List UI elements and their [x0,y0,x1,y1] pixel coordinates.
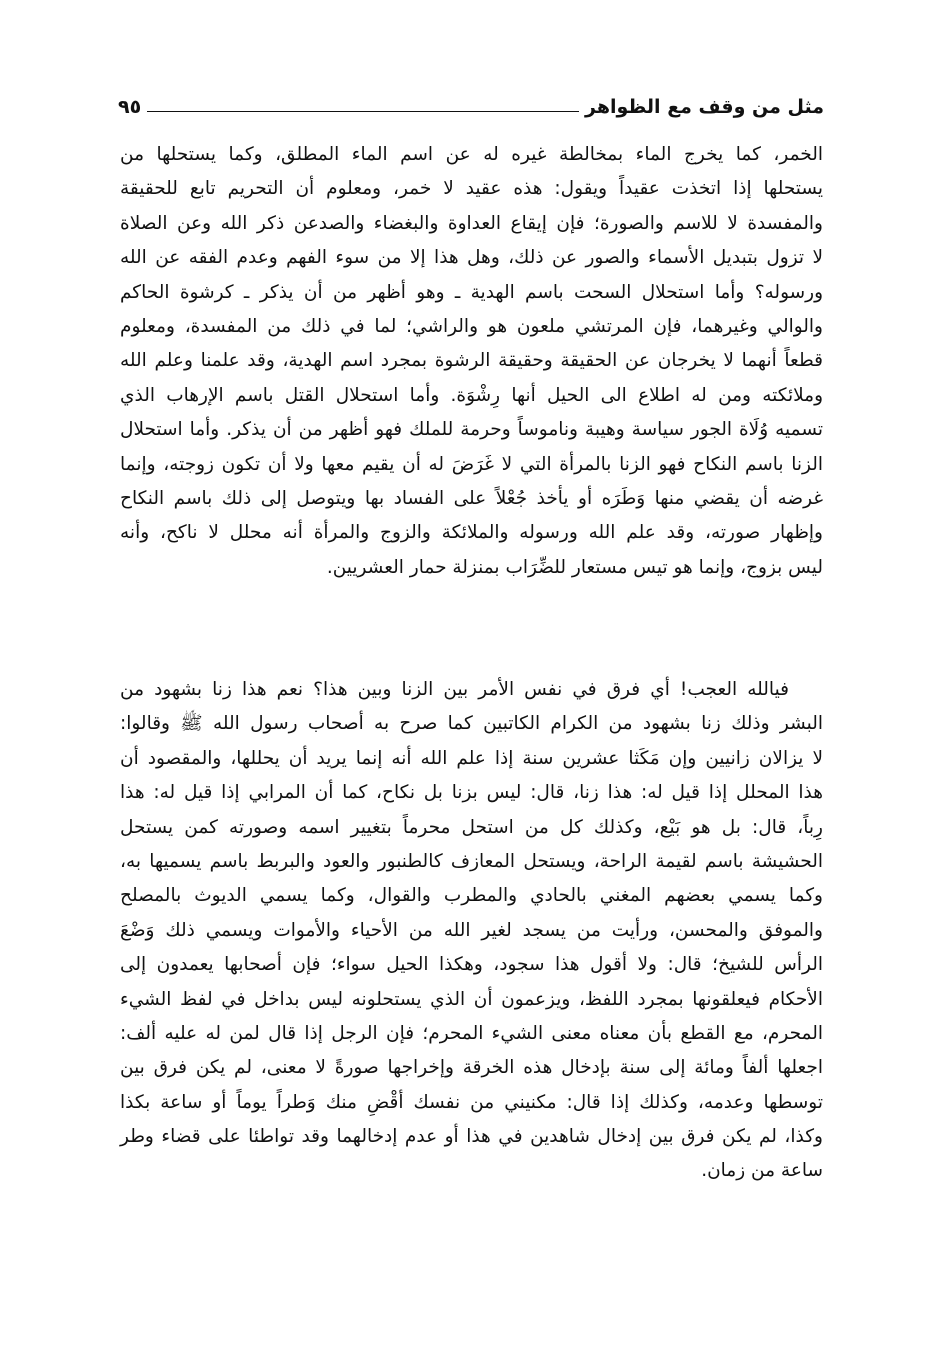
running-header [118,88,824,118]
chapter-title: مثل من وقف مع الظواهر [585,96,824,118]
text-line: المحرم، مع القطع بأن معناه معنى الشيء المحرم؛ فإن الرجل إذا قال لمن له عليه ألف: [120,1022,823,1044]
text-line: رِباً، قال: بل هو بَيْع، وكذلك كل من استحل محرماً بتغيير اسمه وصورته كمن يستحل [120,816,823,838]
header-rule [147,111,579,112]
text-line: يستحلها إذا اتخذت عقيداً ويقول: هذه عقيد لا خمر، ومعلوم أن التحريم تابع للحقيقة [120,178,823,200]
text-line: وملائكته ومن له اطلاع الى الحيل أنها رِشْوَة. وأما استحلال القتل باسم الإرهاب الذي [120,384,823,406]
text-line: الزنا باسم النكاح فهو الزنا بالمرأة التي لا غَرَضَ له أن يقيم معها ولا أن تكون زوجته، وإنما [120,453,823,475]
text-line: غرضه أن يقضي منها وَطَرَه أو يأخذ جُعْلاً على الفساد بها ويتوصل إلى ذلك باسم النكاح [120,487,823,509]
text-line: الحشيشة باسم لقيمة الراحة، ويستحل المعازف كالطنبور والعود والبربط باسم يسميها به، [120,850,823,872]
text-line: والوالي وغيرهما، فإن المرتشي ملعون هو والراشي؛ لما في ذلك من المفسدة، ومعلوم [120,315,823,337]
text-line: لا تزول بتبديل الأسماء والصور عن ذلك، وهل هذا إلا من سوء الفهم وعدم الفقه عن الله [120,247,823,269]
text-line: قطعاً أنهما لا يخرجان عن الحقيقة وحقيقة الرشوة بمجرد اسم الهدية، وقد علمنا وعلم الله [120,350,823,372]
text-line: لا يزالان زانيين وإن مَكَثا عشرين سنة إذا علم الله أنه إنما يريد أن يحللها، والمقصود أن [120,747,823,769]
text-line: اجعلها ألفاً ومائة إلى سنة بإدخال هذه الخرقة وإخراجها صورةً لا معنى، لم يكن فرق بين [120,1057,823,1079]
paragraph-1 [120,138,823,585]
text-line: البشر وذلك زنا بشهود من الكرام الكاتبين كما صرح به أصحاب رسول الله ﷺ وقالوا: [120,713,823,735]
text-line: الرأس للشيخ؛ قال: ولا أقول هذا سجود، وهكذا الحيل سواء؛ فإن أصحابها يعمدون إلى [120,954,823,976]
text-line: ليس بزوج، وإنما هو تيس مستعار للضِّرَاب بمنزلة حمار العشريين. [326,556,823,578]
page-number: ٩٥ [118,96,142,118]
text-line: والمفسدة لا للاسم والصورة؛ فإن إيقاع العداوة والبغضاء والصدعن ذكر الله وعن الصلاة [120,212,823,234]
text-line: فيالله العجب! أي فرق في نفس الأمر بين الزنا وبين هذا؟ نعم هذا زنا بشهود من [120,679,789,700]
text-line: توسطها وعدمه، وكذلك إذا قال: مكنيني من نفسك أقْضِ منك وَطراً يوماً أو ساعة بكذا [120,1091,823,1113]
text-line: والموفق والمحسن، ورأيت من يسجد لغير الله من الأحياء والأموات ويسمي ذلك وَضْعَ [120,919,823,941]
text-line: وإظهار صورته، وقد علم الله ورسوله والملائكة والزوج والمرأة أنه محلل لا ناكح، وأنه [120,522,823,544]
text-line: وكذا، لم يكن فرق بين إدخال شاهدين في هذا أو عدم إدخالهما وقد تواطئا على قضاء وطر [120,1126,823,1148]
text-line: هذا المحلل إذا قيل له: هذا زنا، قال: ليس بزنا بل نكاح، كما أن المرابي إذا قيل له: هذا [120,782,823,804]
text-line: الأحكام فيعلقونها بمجرد اللفظ، ويزعمون أن الذي يستحلونه ليس بداخل في لفظ الشيء [120,988,823,1010]
text-line: تسميه وُلَاة الجور سياسة وهيبة وناموساً وحرمة للملك فهو أظهر من أن يذكر. وأما استحلال [120,419,823,441]
text-line: ساعة من زمان. [701,1160,823,1182]
paragraph-2 [120,673,823,1189]
text-line: ورسوله؟ وأما استحلال السحت باسم الهدية ـ وهو أظهر من أن يذكر ـ كرشوة الحاكم [120,281,823,303]
text-line: الخمر، كما يخرج الماء بمخالطة غيره له عن اسم الماء المطلق، وكما يستحلها من [120,144,823,165]
text-line: وكما يسمي بعضهم المغني بالحادي والمطرب والقوال، وكما يسمي الديوث بالمصلح [120,885,823,907]
